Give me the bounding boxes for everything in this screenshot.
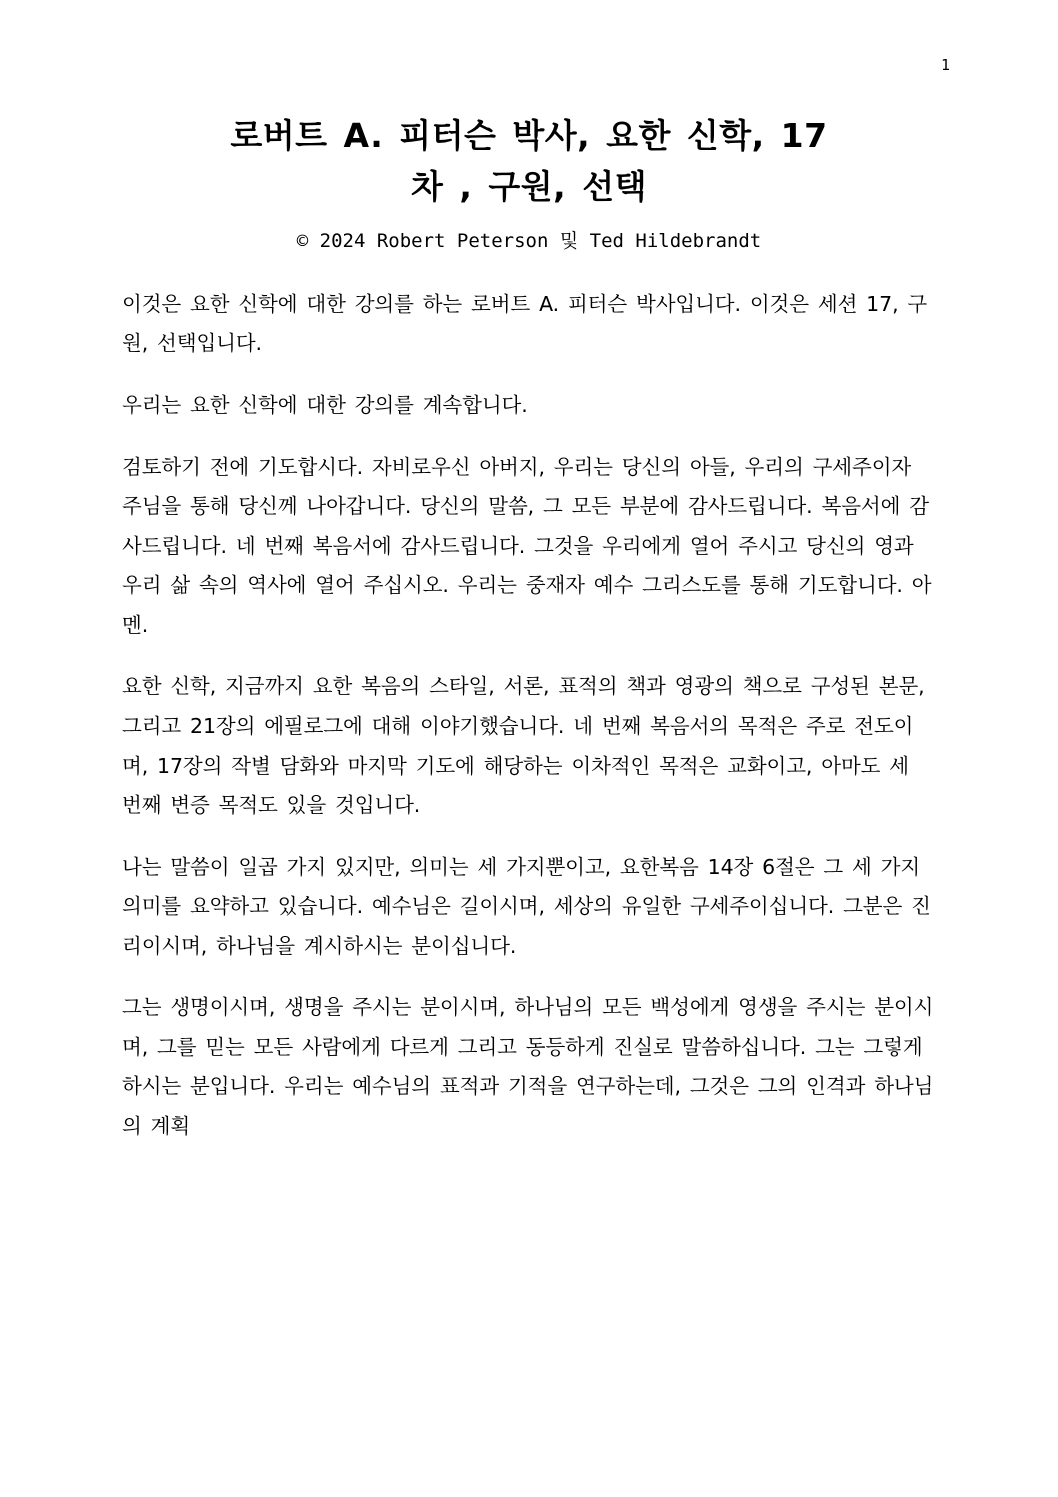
copyright-line: © 2024 Robert Peterson 및 Ted Hildebrandt xyxy=(296,230,762,253)
page-title-line-2: 차 , 구원, 선택 xyxy=(411,167,647,207)
paragraph: 검토하기 전에 기도합시다. 자비로우신 아버지, 우리는 당신의 아들, 우리의 구세주이자 주님을 통해 당신께 나아갑니다. 당신의 말씀, 그 모든 부분에 감사드립니다. 복음서에 감사드립니다. 네 번째 복음서에 감사드립니다. 그것을 우리에게 열어 주시고 당신의 영과 우리 삶 속의 역사에 열어 주십시오. 우리는 중재자 예수 그리스도를 통해 기도합니다. 아멘. xyxy=(122,454,932,637)
paragraph: 이것은 요한 신학에 대한 강의를 하는 로버트 A. 피터슨 박사입니다. 이것은 세션 17, 구원, 선택입니다. xyxy=(122,291,928,356)
paragraph: 요한 신학, 지금까지 요한 복음의 스타일, 서론, 표적의 책과 영광의 책으로 구성된 본문, 그리고 21장의 에필로그에 대해 이야기했습니다. 네 번째 복음서의 목적은 주로 전도이며, 17장의 작별 담화와 마지막 기도에 해당하는 이차적인 목적은 교화이고, 아마도 세 번째 변증 목적도 있을 것입니다. xyxy=(122,674,925,818)
page-title xyxy=(122,0,936,212)
page-number: 1 xyxy=(940,56,950,74)
paragraph: 나는 말씀이 일곱 가지 있지만, 의미는 세 가지뿐이고, 요한복음 14장 6절은 그 세 가지 의미를 요약하고 있습니다. 예수님은 길이시며, 세상의 유일한 구세주이십니다. 그분은 진리이시며, 하나님을 계시하시는 분이십니다. xyxy=(122,854,931,958)
paragraph: 우리는 요한 신학에 대한 강의를 계속합니다. xyxy=(122,393,528,417)
paragraph: 그는 생명이시며, 생명을 주시는 분이시며, 하나님의 모든 백성에게 영생을 주시는 분이시며, 그를 믿는 모든 사람에게 다르게 그리고 동등하게 진실로 말씀하십니다. 그는 그렇게 하시는 분입니다. 우리는 예수님의 표적과 기적을 연구하는데, 그것은 그의 인격과 하나님의 계획 xyxy=(122,995,934,1138)
page-title-line-1: 로버트 A. 피터슨 박사, 요한 신학, 17 xyxy=(230,116,828,155)
